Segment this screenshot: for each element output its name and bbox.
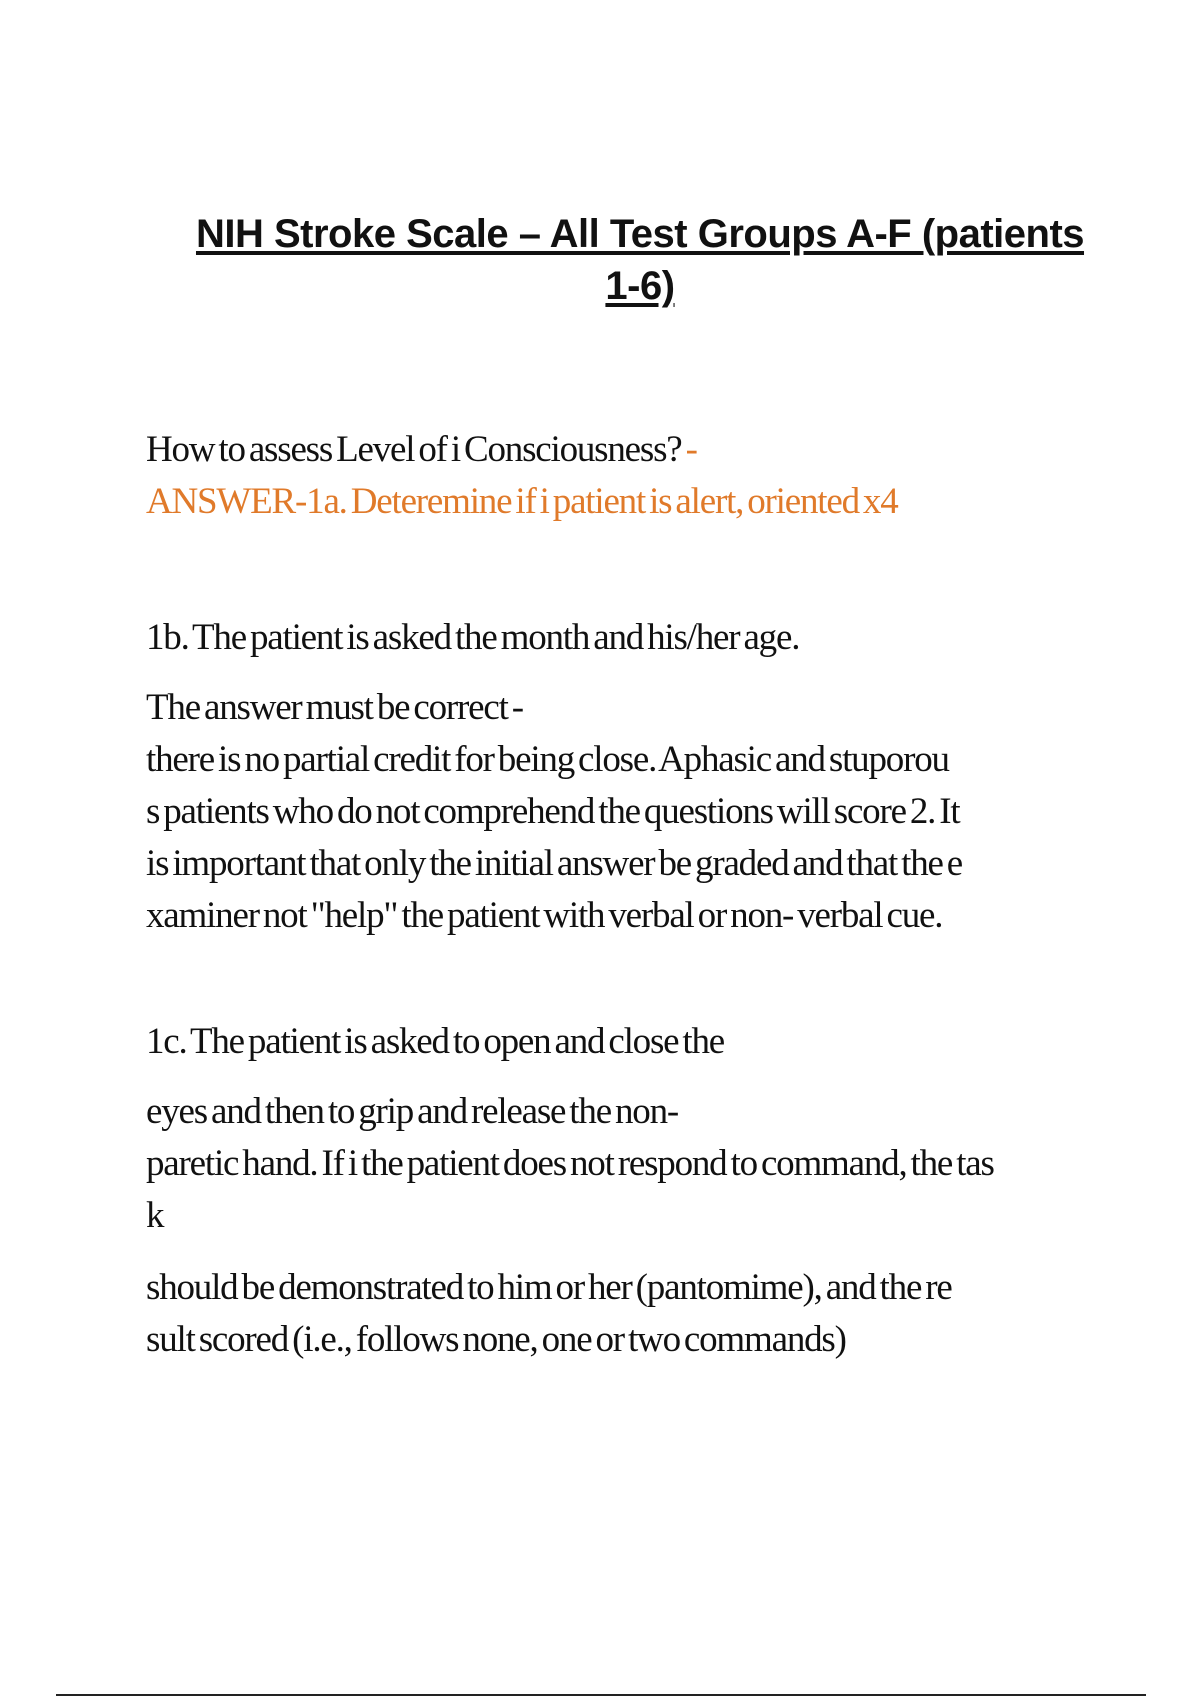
answer-text: ANSWER-1a. Deteremine if i patient is alert, oriented x4 <box>146 481 898 522</box>
item-1b-heading <box>146 612 1126 664</box>
item-1b-line: there is no partial credit for being close. Aphasic and stuporou <box>146 739 949 780</box>
item-1b-heading-text: 1b. The patient is asked the month and his/her age. <box>146 617 800 658</box>
question-line <box>146 424 1126 476</box>
item-1c-body-continued <box>146 1262 1126 1366</box>
item-1c-line: should be demonstrated to him or her (pantomime), and the re <box>146 1267 952 1308</box>
page-title <box>150 208 1130 312</box>
item-1c-heading <box>146 1016 1126 1068</box>
item-1b-line: The answer must be correct - <box>146 687 523 728</box>
item-1c-body <box>146 1086 1126 1242</box>
item-1b-body <box>146 682 1126 942</box>
title-line-2: 1-6) <box>605 264 675 308</box>
item-1b-line: s patients who do not comprehend the questions will score 2. It <box>146 791 960 832</box>
item-1c-line: k <box>146 1195 164 1236</box>
item-1c-line: sult scored (i.e., follows none, one or two commands) <box>146 1319 846 1360</box>
answer-dash: - <box>685 429 697 470</box>
question-level-of-consciousness <box>146 424 1126 528</box>
item-1b-line: is important that only the initial answer be graded and that the e <box>146 843 963 884</box>
item-1c-line: eyes and then to grip and release the non- <box>146 1091 678 1132</box>
question-text: How to assess Level of i Consciousness? <box>146 429 686 470</box>
item-1b-line: xaminer not "help" the patient with verbal or non- verbal cue. <box>146 895 943 936</box>
footer-divider <box>56 1694 1146 1696</box>
title-line-1: NIH Stroke Scale – All Test Groups A-F (patients <box>195 212 1085 256</box>
item-1c-heading-text: 1c. The patient is asked to open and close the <box>146 1021 725 1062</box>
item-1c-line: paretic hand. If i the patient does not respond to command, the tas <box>146 1143 994 1184</box>
